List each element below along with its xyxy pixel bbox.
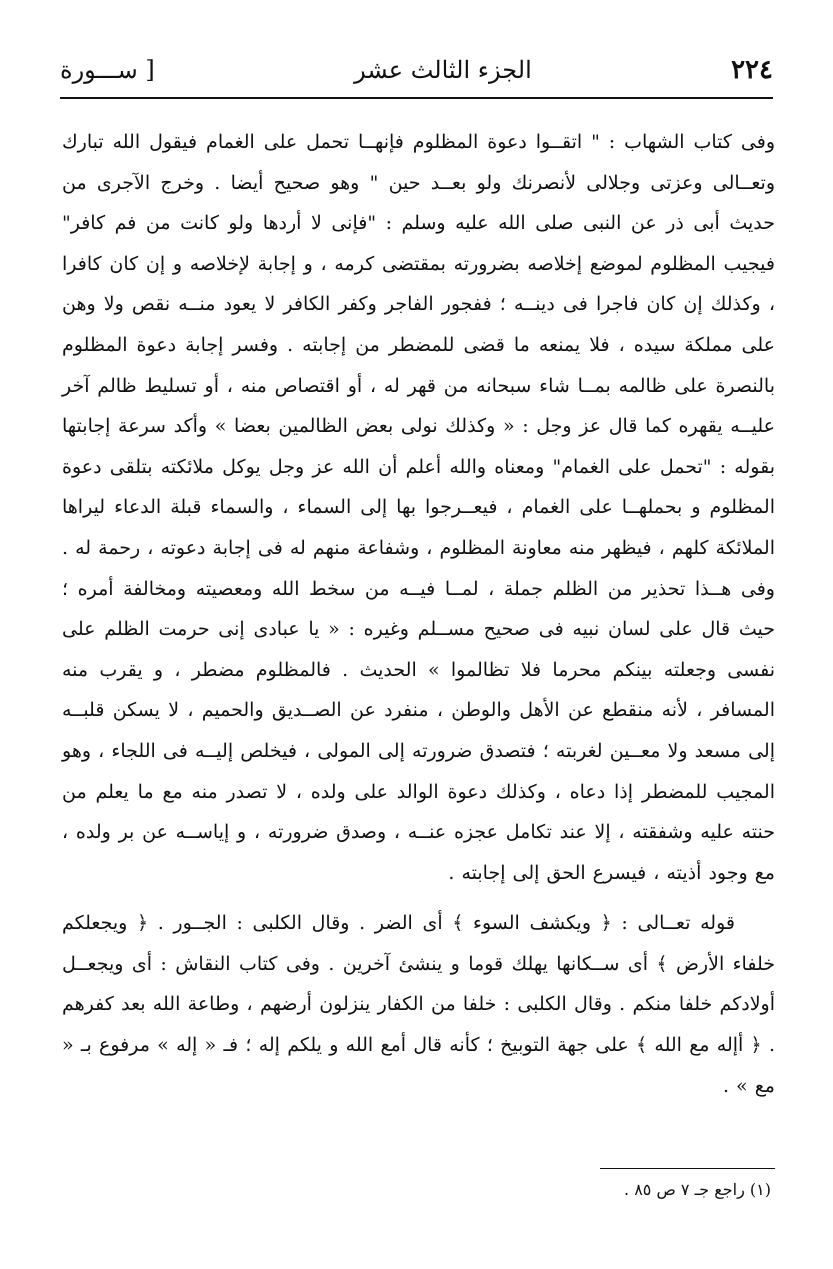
paragraph-1: وفى كتاب الشهاب : " اتقــوا دعوة المظلوم فإنهــا تحمل على الغمام فيقول الله تبارك وتعــالى وعزتى وجلالى لأنصرنك ولو بعــد حين " وهو صحيح أيضا . وخرج الآجرى من حديث أبى ذر عن النبى صلى الله عليه وسلم : "فإنى لا أردها ولو كانت من فم كافر" فيجيب المظلوم لموضع إخلاصه بضرورته بمقتضى كرمه ، و إجابة لإخلاصه و إن كان كافرا ، وكذلك إن كان فاجرا فى دينــه ؛ ففجور الفاجر وكفر الكافر لا يعود منــه نقص ولا وهن على مملكة سيده ، فلا يمنعه ما قضى للمضطر من إجابته . وفسر إجابة دعوة المظلوم بالنصرة على ظالمه بمــا شاء سبحانه من قهر له ، أو اقتصاص منه ، أو تسليط ظالم آخر عليــه يقهره كما قال عز وجل : « وكذلك نولى بعض الظالمين بعضا » وأكد سرعة إجابتها بقوله : "تحمل على الغمام" ومعناه والله أعلم أن الله عز وجل يوكل ملائكته بتلقى دعوة المظلوم و بحملهــا على الغمام ، فيعــرجوا بها إلى السماء ، والسماء قبلة الدعاء ليراها الملائكة كلهم ، فيظهر منه معاونة المظلوم ، وشفاعة منهم له فى إجابة دعوته ، رحمة له . وفى هــذا تحذير من الظلم جملة ، لمــا فيــه من سخط الله ومعصيته ومخالفة أمره ؛ حيث قال على لسان نبيه فى صحيح مســلم وغيره : « يا عبادى إنى حرمت الظلم على نفسى وجعلته بينكم محرما فلا تظالموا » الحديث . فالمظلوم مضطر ، و يقرب منه المسافر ، لأنه منقطع عن الأهل والوطن ، منفرد عن الصــديق والحميم ، لا يسكن قلبــه إلى مسعد ولا معــين لغربته ؛ فتصدق ضرورته إلى المولى ، فيخلص إليــه فى اللجاء ، وهو المجيب للمضطر إذا دعاه ، وكذلك دعوة الوالد على ولده ، لا تصدر منه مع ما يعلم من حنته عليه وشفقته ، إلا عند تكامل عجزه عنــه ، وصدق ضرورته ، و إياســه عن بر ولده ، مع وجود أذيته ، فيسرع الحق إلى إجابته . [62, 131, 775, 884]
paragraph-2: قوله تعــالى : ﴿ ويكشف السوء ﴾ أى الضر . وقال الكلبى : الجــور . ﴿ ويجعلكم خلفاء الأرض ﴾ أى ســكانها يهلك قوما و ينشئ آخرين . وفى كتاب النقاش : أى ويجعــل أولادكم خلفا منكم . وقال الكلبى : خلفا من الكفار ينزلون أرضهم ، وطاعة الله بعد كفرهم . ﴿ أإله مع الله ﴾ على جهة التوبيخ ؛ كأنه قال أمع الله و يلكم إله ؛ فـ « إله » مرفوع بـ « مع » . [62, 912, 775, 1097]
main-text [62, 122, 775, 1106]
footnote: (١) راجع جـ ٧ ص ٨٥ . [624, 1180, 771, 1199]
page-number: ٢٢٤ [731, 55, 773, 85]
surah-label: [ ســـورة [60, 56, 155, 84]
footnote-divider [600, 1168, 775, 1169]
header-divider [60, 97, 773, 99]
page-header [60, 48, 773, 92]
part-title: الجزء الثالث عشر [354, 56, 532, 84]
